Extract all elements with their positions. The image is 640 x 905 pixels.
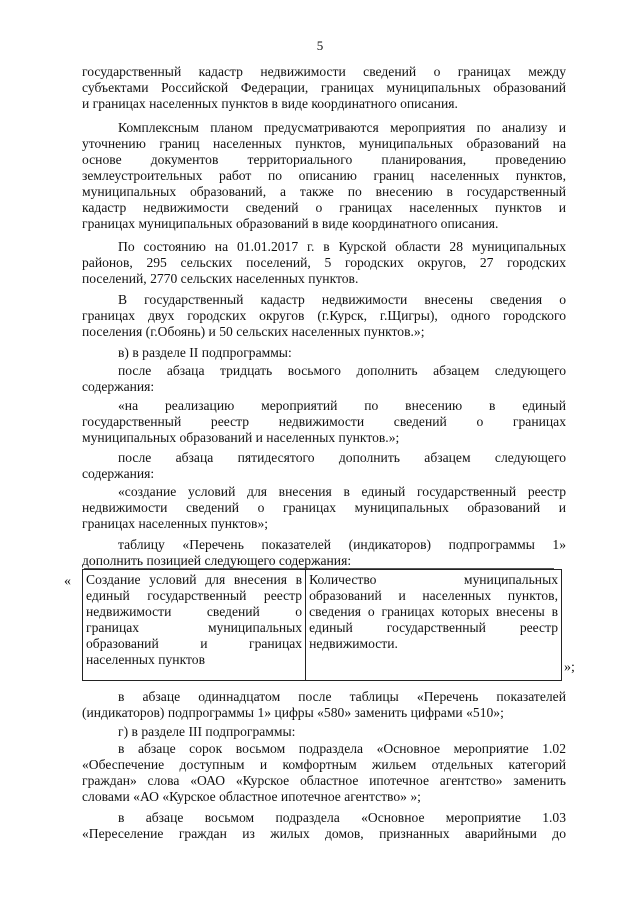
text-line: содержания: (82, 379, 155, 394)
text-line: в абзаце одиннадцатом после таблицы «Перечень показателей (118, 689, 566, 704)
text-line: г) в разделе III подпрограммы: (118, 724, 296, 739)
paragraph-replace-580 (82, 689, 566, 721)
paragraph-table-intro (82, 537, 566, 569)
page-number: 5 (316, 38, 324, 53)
table-cell-line: образований и границах (86, 636, 303, 651)
text-line: после абзаца тридцать восьмого дополнить абзацем следующего (118, 363, 566, 378)
text-line: в абзаце восьмом подраздела «Основное мероприятие 1.03 (118, 810, 566, 825)
text-line: В государственный кадастр недвижимости внесены сведения о (118, 292, 566, 307)
text-line: границах населенных пунктов»; (82, 516, 269, 531)
text-line: муниципальных образований и населенных пунктов.»; (82, 430, 400, 445)
paragraph-after-38 (82, 363, 566, 395)
text-line: дополнить позицией следующего содержания: (82, 553, 352, 568)
text-line: уточнению границ населенных пунктов, муниципальных образований на (82, 136, 566, 151)
table-cell-line: населенных пунктов (86, 652, 205, 667)
text-line: в) в разделе II подпрограммы: (118, 345, 292, 360)
table-cell-line: Создание условий для внесения в (86, 572, 303, 587)
text-line: субъектами Российской Федерации, границах муниципальных образований (82, 80, 566, 95)
text-line: (индикаторов) подпрограммы 1» цифры «580» заменить цифрами «510»; (82, 705, 504, 720)
paragraph-quote-implementation (82, 398, 566, 446)
table-close-quote: »; (564, 660, 575, 675)
text-line: недвижимости сведений о границах муниципальных образований и (82, 500, 566, 515)
text-line: «Переселение граждан из жилых домов, признанных аварийными до (82, 826, 566, 841)
table-cell-line: образований и населенных пунктов, (309, 588, 558, 603)
text-line: и границах населенных пунктов в виде координатного описания. (82, 96, 458, 111)
paragraph-after-50 (82, 450, 566, 482)
table-cell-line: единый государственный реестр (86, 588, 303, 603)
text-line: граждан» слова «ОАО «Курское областное ипотечное агентство» заменить (82, 773, 566, 788)
text-line: муниципальных образований, а также по внесению в государственный (82, 184, 566, 199)
text-line: «на реализацию мероприятий по внесению в единый (118, 398, 566, 413)
text-line: содержания: (82, 466, 155, 481)
text-line: Комплексным планом предусматриваются мероприятия по анализу и (118, 120, 566, 135)
table-open-quote: « (64, 574, 71, 589)
paragraph-complex-plan (82, 120, 566, 232)
paragraph-measure-1-02 (82, 741, 566, 805)
table-cell-indicator-description (306, 570, 561, 680)
text-line: основе документов территориального планирования, проведению (82, 152, 566, 167)
paragraph-quote-conditions (82, 484, 566, 532)
text-line: границах муниципальных образований в виде координатного описания. (82, 216, 499, 231)
text-line: границах двух городских округов (г.Курск, г.Щигры), одного городского (82, 308, 566, 323)
text-line: «Обеспечение доступным и комфортным жильем отдельных категорий (82, 757, 566, 772)
table-cell-line: Количество муниципальных (309, 572, 558, 587)
text-line: в абзаце сорок восьмом подраздела «Основное мероприятие 1.02 (118, 741, 566, 756)
text-line: государственный кадастр недвижимости сведений о границах между (82, 64, 566, 79)
paragraph-section-iii (82, 724, 566, 740)
text-line: поселения (г.Обоянь) и 50 сельских населенных пунктов.»; (82, 324, 425, 339)
text-line: таблицу «Перечень показателей (индикаторов) подпрограммы 1» (118, 537, 566, 552)
table-cell-line: сведения о границах которых внесены в (309, 604, 558, 619)
paragraph-statistics (82, 239, 566, 287)
text-line: словами «АО «Курское областное ипотечное агентство» »; (82, 789, 421, 804)
text-line: после абзаца пятидесятого дополнить абзацем следующего (118, 450, 566, 465)
text-line: районов, 295 сельских поселений, 5 городских округов, 27 городских (82, 255, 566, 270)
paragraph-cadastre-entries (82, 292, 566, 340)
table-cell-line: единый государственный реестр (309, 620, 558, 635)
table-cell-line: границах муниципальных (86, 620, 303, 635)
table-cell-line: недвижимости сведений о (86, 604, 303, 619)
text-line: По состоянию на 01.01.2017 г. в Курской области 28 муниципальных (118, 239, 566, 254)
indicator-table (82, 569, 562, 681)
table-cell-indicator-name (83, 570, 306, 680)
paragraph-section-ii (82, 345, 566, 361)
text-line: государственный реестр недвижимости сведений о границах (82, 414, 566, 429)
table-cell-line: недвижимости. (309, 636, 398, 651)
text-line: землеустроительных работ по описанию границ населенных пунктов, (82, 168, 566, 183)
text-line: «создание условий для внесения в единый государственный реестр (118, 484, 566, 499)
text-line: кадастр недвижимости сведений о границах населенных пунктов и (82, 200, 566, 215)
text-line: поселений, 2770 сельских населенных пунктов. (82, 271, 359, 286)
paragraph-measure-1-03 (82, 810, 566, 842)
paragraph-cadastre-continuation (82, 64, 566, 112)
